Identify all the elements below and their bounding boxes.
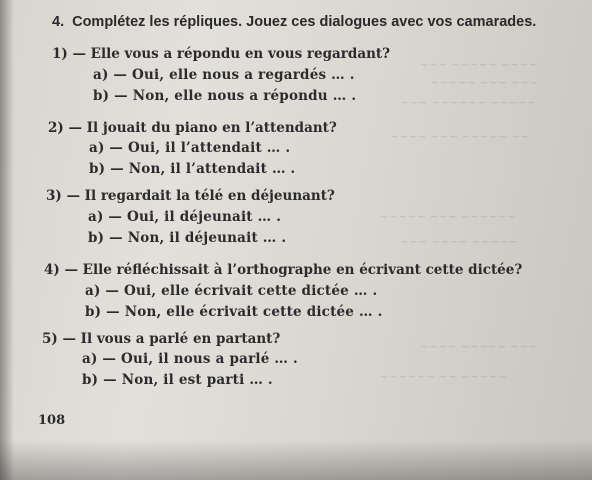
question-4: 4) — Elle réfléchissait à l’orthographe en écrivant cette dictée? [44, 262, 523, 278]
show-through-text: ~~~ ~~~~~~ ~~~~~ [400, 96, 537, 109]
question-3: 3) — Il regardait la télé en déjeunant? [46, 188, 335, 204]
exercise-heading [52, 14, 536, 30]
page-bottom-shadow [0, 440, 592, 480]
answer-3b: b) — Non, il déjeunait … . [88, 230, 287, 246]
answer-1b: b) — Non, elle nous a répondu … . [93, 88, 357, 104]
answer-2a: a) — Oui, il l’attendait … . [89, 140, 291, 156]
answer-5a: a) — Oui, il nous a parlé … . [82, 351, 298, 367]
answer-2b: b) — Non, il l’attendait … . [89, 161, 296, 177]
question-2: 2) — Il jouait du piano en l’attendant? [48, 120, 337, 136]
page-number: 108 [38, 413, 66, 428]
page-gutter-shadow [0, 0, 14, 480]
show-through-text: ~~~~ ~~~~~ ~~~ [420, 340, 538, 353]
answer-4a: a) — Oui, elle écrivait cette dictée … . [85, 283, 378, 299]
answer-5b: b) — Non, il est parti … . [82, 372, 273, 388]
show-through-text: ~~~ ~~~~~ ~~~~ [420, 58, 538, 71]
question-5: 5) — Il vous a parlé en partant? [42, 331, 281, 347]
show-through-text: ~~~~ ~~~ ~~~~~ ~~ [390, 130, 530, 143]
answer-1a: a) — Oui, elle nous a regardés … . [93, 67, 355, 83]
show-through-text: ~~~~~~ ~~ ~~~~~ [380, 370, 507, 383]
show-through-text: ~~~~~ ~~~ ~~~~~~ [380, 210, 517, 223]
show-through-text: ~~~ ~~~~ ~~~~~ [400, 235, 518, 248]
answer-4b: b) — Non, elle écrivait cette dictée … . [85, 304, 383, 320]
show-through-text: ~~~~~ ~~~ ~~~ [430, 76, 539, 89]
exercise-instruction: Complétez les répliques. Jouez ces dialogues avec vos camarades. [72, 14, 537, 30]
question-1: 1) — Elle vous a répondu en vous regardant? [52, 46, 391, 62]
exercise-number: 4. [52, 14, 65, 30]
answer-3a: a) — Oui, il déjeunait … . [88, 209, 282, 225]
